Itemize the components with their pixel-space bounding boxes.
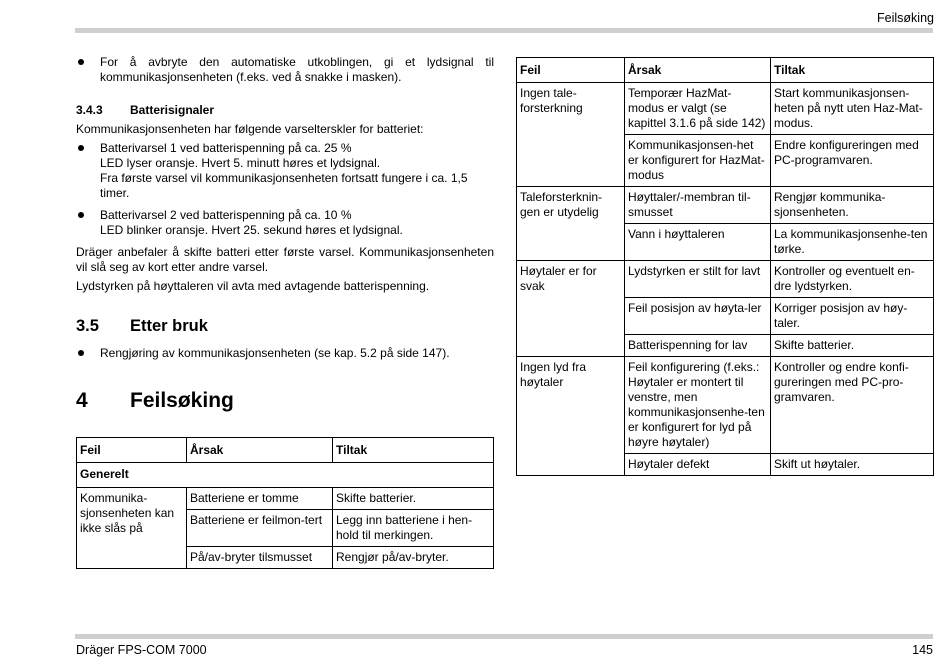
fault-cell: Taleforsterknin-gen er utydelig	[517, 187, 625, 261]
table-header-row	[517, 58, 934, 83]
header-feil: Feil	[517, 58, 625, 83]
section-number: 3.4.3	[76, 103, 103, 117]
table-row	[517, 187, 934, 224]
section-title: Etter bruk	[130, 317, 208, 335]
table-row	[517, 357, 934, 454]
battery-recommendation: Dräger anbefaler å skifte batteri etter første varsel. Kommunikasjonsenheten vil slå seg av kort etter andre varsel.	[76, 245, 494, 274]
cause-cell: Batterispenning for lav	[625, 335, 771, 357]
header-arsak: Årsak	[187, 438, 333, 463]
header-tiltak: Tiltak	[771, 58, 934, 83]
action-cell: Skifte batterier.	[333, 488, 494, 510]
battery-warning-1	[76, 141, 494, 201]
cause-cell: Feil konfigurering (f.eks.: Høytaler er montert til venstre, men kommunikasjonsenhe-ten er konfigurert for lyd på høyre høytaler)	[625, 357, 771, 454]
action-cell: Kontroller og endre konfi-gureringen med PC-pro-gramvaren.	[771, 357, 934, 454]
table-row	[517, 261, 934, 298]
troubleshooting-table-continued	[516, 57, 934, 476]
intro-bullet	[76, 55, 494, 85]
running-header: Feilsøking	[877, 11, 934, 25]
intro-bullet-text: For å avbryte den automatiske utkoblingen, gi et lydsignal til kommunikasjonsenheten (f.eks. ved å snakke i masken).	[100, 55, 494, 84]
table-row	[517, 83, 934, 135]
header-tiltak: Tiltak	[333, 438, 494, 463]
after-use-bullet	[76, 346, 494, 361]
action-cell: Korriger posisjon av høy-taler.	[771, 298, 934, 335]
page-number: 145	[912, 643, 933, 657]
cause-cell: Batteriene er tomme	[187, 488, 333, 510]
fault-cell: Ingen tale-forsterkning	[517, 83, 625, 187]
right-column	[516, 57, 934, 476]
group-label: Generelt	[77, 463, 494, 488]
battery-warning-2-line-1: Batterivarsel 2 ved batterispenning på ca. 10 %	[100, 208, 352, 222]
battery-warning-1-line-1: Batterivarsel 1 ved batterispenning på ca. 25 %	[100, 141, 352, 155]
footer-product: Dräger FPS-COM 7000	[76, 643, 207, 657]
fault-cell: Høytaler er for svak	[517, 261, 625, 357]
troubleshooting-table-general	[76, 437, 494, 569]
cause-cell: Høyttaler/-membran til-smusset	[625, 187, 771, 224]
cause-cell: Kommunikasjonsen-het er konfigurert for HazMat-modus	[625, 135, 771, 187]
section-title: Batterisignaler	[130, 103, 215, 117]
cause-cell: Vann i høyttaleren	[625, 224, 771, 261]
bullet-dot	[78, 145, 84, 151]
fault-cell: Ingen lyd fra høytaler	[517, 357, 625, 476]
bullet-dot	[78, 59, 84, 65]
action-cell: Endre konfigureringen med PC-programvaren.	[771, 135, 934, 187]
section-number: 3.5	[76, 317, 99, 335]
chapter-4-heading	[76, 389, 494, 413]
battery-warning-1-line-2: LED lyser oransje. Hvert 5. minutt høres et lydsignal.	[100, 156, 381, 170]
fault-cell: Kommunika-sjonsenheten kan ikke slås på	[77, 488, 187, 569]
cause-cell: Lydstyrken er stilt for lavt	[625, 261, 771, 298]
header-rule	[75, 28, 933, 33]
section-3-5-heading	[76, 316, 494, 336]
action-cell: Legg inn batteriene i hen-hold til merkingen.	[333, 510, 494, 547]
action-cell: Start kommunikasjonsen-heten på nytt uten Haz-Mat-modus.	[771, 83, 934, 135]
cause-cell: Feil posisjon av høyta-ler	[625, 298, 771, 335]
after-use-text: Rengjøring av kommunikasjonsenheten (se kap. 5.2 på side 147).	[100, 346, 450, 360]
cause-cell: Høytaler defekt	[625, 454, 771, 476]
battery-intro: Kommunikasjonsenheten har følgende varselterskler for batteriet:	[76, 122, 424, 136]
cause-cell: Temporær HazMat-modus er valgt (se kapittel 3.1.6 på side 142)	[625, 83, 771, 135]
battery-warning-2-line-2: LED blinker oransje. Hvert 25. sekund høres et lydsignal.	[100, 223, 403, 237]
header-arsak: Årsak	[625, 58, 771, 83]
header-feil: Feil	[77, 438, 187, 463]
chapter-title: Feilsøking	[130, 389, 234, 412]
battery-warning-2	[76, 208, 494, 238]
cause-cell: Batteriene er feilmon-tert	[187, 510, 333, 547]
action-cell: Rengjør på/av-bryter.	[333, 547, 494, 569]
action-cell: La kommunikasjonsenhe-ten tørke.	[771, 224, 934, 261]
footer-rule	[75, 634, 933, 639]
bullet-dot	[78, 350, 84, 356]
left-column	[76, 55, 494, 569]
chapter-number: 4	[76, 389, 88, 412]
cause-cell: På/av-bryter tilsmusset	[187, 547, 333, 569]
action-cell: Kontroller og eventuelt en-dre lydstyrken.	[771, 261, 934, 298]
bullet-dot	[78, 212, 84, 218]
table-group-row	[77, 463, 494, 488]
table-header-row	[77, 438, 494, 463]
section-3-4-3-heading	[76, 103, 494, 118]
action-cell: Skift ut høytaler.	[771, 454, 934, 476]
action-cell: Skifte batterier.	[771, 335, 934, 357]
battery-warning-1-line-3: Fra første varsel vil kommunikasjonsenheten fortsatt fungere i ca. 1,5 timer.	[100, 171, 468, 200]
action-cell: Rengjør kommunika-sjonsenheten.	[771, 187, 934, 224]
volume-note: Lydstyrken på høyttaleren vil avta med avtagende batterispenning.	[76, 279, 430, 293]
table-row	[77, 488, 494, 510]
